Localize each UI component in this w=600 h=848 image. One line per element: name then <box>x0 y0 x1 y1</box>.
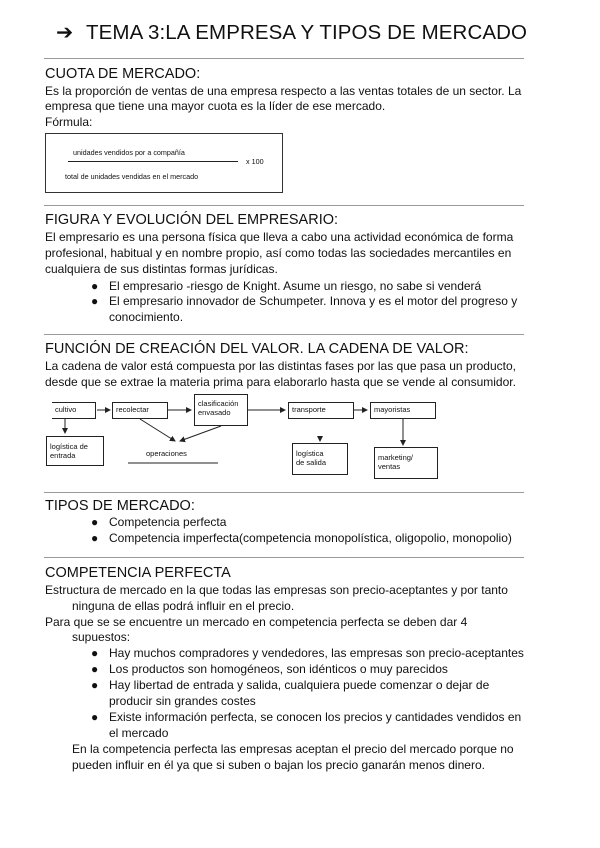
divider <box>44 492 524 493</box>
connector-arrow <box>180 426 221 441</box>
formula-multiplier: x 100 <box>246 157 264 166</box>
node-transporte <box>288 402 354 419</box>
formula-denominator: total de unidades vendidas en el mercado <box>65 172 199 181</box>
paragraph-line: El empresario es una persona física que lleva a cabo una actividad económica de forma <box>45 230 514 244</box>
node-clasificacion <box>194 394 248 426</box>
bullet-icon: ● <box>91 294 99 308</box>
node-label: de salida <box>296 458 327 467</box>
paragraph-line: Estructura de mercado en la que todas las empresas son precio-aceptantes y por tanto <box>45 583 508 597</box>
paragraph-line: cualquiera de sus distintas formas jurídicas. <box>45 262 278 276</box>
bullet-icon: ● <box>91 678 99 692</box>
list-item-text: El empresario innovador de Schumpeter. Innova y es el motor del progreso y <box>109 294 518 308</box>
formula-numerator: unidades vendidos por a compañía <box>73 148 185 157</box>
node-label: transporte <box>292 405 326 414</box>
connector-arrow <box>140 419 175 441</box>
paragraph-line: Para que se se encuentre un mercado en competencia perfecta se deben dar 4 <box>45 615 468 629</box>
node-logistica-salida <box>292 443 348 475</box>
bullet-icon: ● <box>91 515 99 529</box>
list-item-text: Hay libertad de entrada y salida, cualquiera puede comenzar o dejar de <box>109 678 490 692</box>
bullet-icon: ● <box>91 279 99 293</box>
paragraph-line: La cadena de valor está compuesta por las distintas fases por las que pasa un producto, <box>45 359 516 373</box>
node-label: ventas <box>378 462 401 471</box>
formula-label: Fórmula: <box>45 115 93 129</box>
node-cultivo <box>52 402 96 419</box>
divider <box>44 557 524 558</box>
node-label: entrada <box>50 451 76 460</box>
paragraph-line: Es la proporción de ventas de una empresa respecto a las ventas totales de un sector. La <box>45 84 522 98</box>
node-marketing <box>374 447 438 479</box>
node-label: cultivo <box>55 405 77 414</box>
node-label: mayoristas <box>374 405 411 414</box>
list-item-text: producir sin grandes costes <box>109 694 256 708</box>
list-item-text: el mercado <box>109 726 169 740</box>
section-heading-competencia: COMPETENCIA PERFECTA <box>45 565 231 581</box>
node-label: marketing/ <box>378 453 414 462</box>
section-heading-cuota: CUOTA DE MERCADO: <box>45 66 201 82</box>
list-item-text: Existe información perfecta, se conocen los precios y cantidades vendidos en <box>109 710 522 724</box>
arrow-icon: ➔ <box>56 21 74 44</box>
page-title-text: TEMA 3:LA EMPRESA Y TIPOS DE MERCADO <box>86 21 528 44</box>
bullet-icon: ● <box>91 531 99 545</box>
paragraph-line: supuestos: <box>72 630 131 644</box>
section-heading-tipos: TIPOS DE MERCADO: <box>45 498 195 514</box>
node-operaciones: operaciones <box>146 449 187 458</box>
node-label: envasado <box>198 408 231 417</box>
bullet-icon: ● <box>91 710 99 724</box>
paragraph-line: empresa que tiene una mayor cuota es la líder de ese mercado. <box>45 99 386 113</box>
list-item-text: Hay muchos compradores y vendedores, las empresas son precio-aceptantes <box>109 646 524 660</box>
node-label: logística <box>296 449 324 458</box>
paragraph-line: ninguna de ellas podrá influir en el precio. <box>72 599 295 613</box>
node-label: recolectar <box>116 405 149 414</box>
node-label: logística de <box>50 442 88 451</box>
section-heading-valor: FUNCIÓN DE CREACIÓN DEL VALOR. LA CADENA DE VALOR: <box>45 341 469 357</box>
list-item-text: Los productos son homogéneos, son idénticos o muy parecidos <box>109 662 448 676</box>
paragraph-line: En la competencia perfecta las empresas aceptan el precio del mercado porque no <box>72 742 514 756</box>
node-logistica-entrada <box>46 436 104 466</box>
list-item-text: Competencia perfecta <box>109 515 227 529</box>
list-item-text: El empresario -riesgo de Knight. Asume un riesgo, no sabe si venderá <box>109 279 482 293</box>
section-heading-figura: FIGURA Y EVOLUCIÓN DEL EMPRESARIO: <box>45 212 339 228</box>
bullet-icon: ● <box>91 662 99 676</box>
paragraph-line: profesional, habitual y en nombre propio, así como todas las sociedades mercantiles en <box>45 246 512 260</box>
paragraph-line: desde que se extrae la materia prima para elaborarlo hasta que se vende al consumidor. <box>45 375 516 389</box>
list-item-text: conocimiento. <box>109 310 184 324</box>
list-item-text: Competencia imperfecta(competencia monopolística, oligopolio, monopolio) <box>109 531 512 545</box>
node-label: clasificación <box>198 399 239 408</box>
bullet-icon: ● <box>91 646 99 660</box>
node-recolectar <box>112 402 168 419</box>
node-mayoristas <box>370 402 436 419</box>
paragraph-line: pueden influir en él ya que si suben o bajan los precio ganarán menos dinero. <box>72 758 485 772</box>
